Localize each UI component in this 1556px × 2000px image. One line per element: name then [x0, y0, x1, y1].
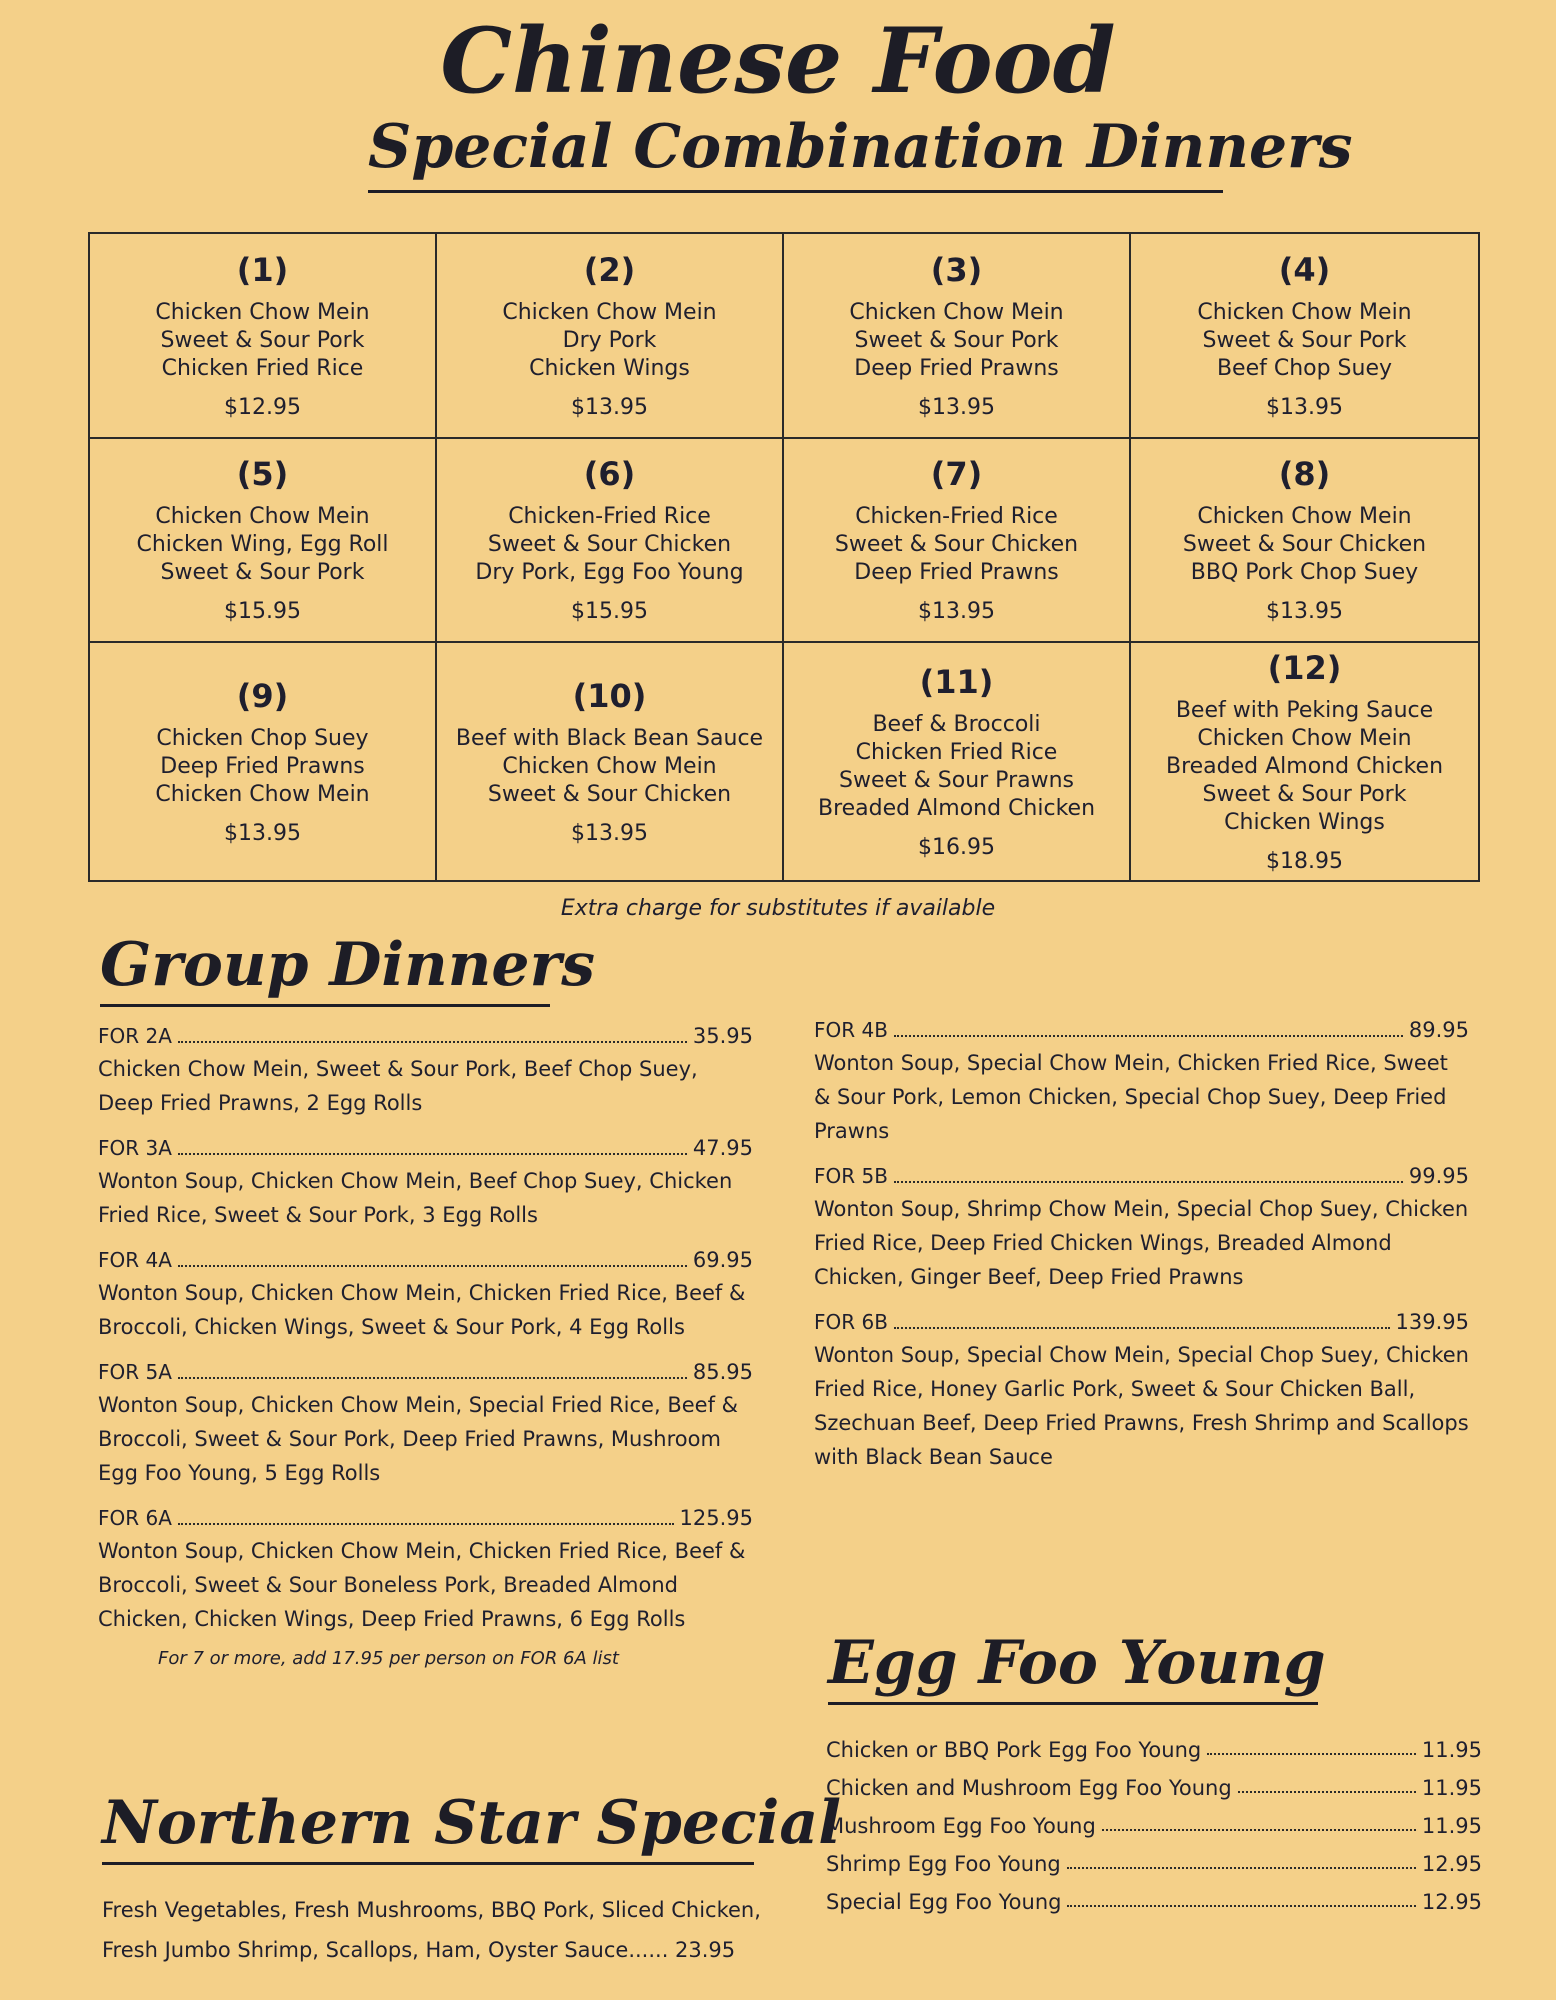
combo-price: $15.95 [571, 599, 648, 625]
group-dinner-label: FOR 4A [98, 1248, 172, 1272]
combo-items [475, 503, 743, 587]
group-dinner-description: Wonton Soup, Chicken Chow Mein, Beef Chop Suey, Chicken Fried Rice, Sweet & Sour Pork, 3 Egg Rolls [98, 1169, 733, 1227]
combo-number: (8) [1278, 455, 1331, 494]
combination-dinners-heading: Special Combination Dinners [368, 112, 1223, 193]
combo-items [456, 725, 763, 809]
combo-item: Chicken-Fried Rice [855, 504, 1058, 530]
egg-foo-young-item [826, 1762, 1482, 1800]
combo-number: (3) [930, 250, 983, 289]
group-dinner-entry [814, 1018, 1469, 1148]
egg-foo-young-item [826, 1838, 1482, 1876]
menu-title: Chinese Food [440, 8, 1116, 114]
combo-price: $13.95 [918, 394, 995, 420]
group-dinner-label: FOR 5A [98, 1360, 172, 1384]
combo-number: (4) [1278, 250, 1331, 289]
combo-item: Sweet & Sour Prawns [838, 768, 1074, 793]
combo-number: (11) [919, 663, 994, 701]
group-dinner-price: 99.95 [1408, 1164, 1469, 1188]
combo-cell [1131, 439, 1478, 644]
combination-dinners-grid [88, 232, 1480, 882]
substitute-note: Extra charge for substitutes if available [560, 896, 996, 921]
group-dinner-label: FOR 6A [98, 1506, 172, 1530]
egg-foo-young-item [826, 1724, 1482, 1762]
dot-leader [894, 1181, 1403, 1183]
egg-foo-young-price: 11.95 [1421, 1776, 1482, 1800]
combo-price: $13.95 [1266, 599, 1343, 625]
group-dinner-entry [98, 1248, 753, 1344]
combo-item: Chicken Fried Rice [855, 740, 1058, 765]
combo-item: Breaded Almond Chicken [817, 796, 1096, 821]
combo-cell [437, 439, 784, 644]
combo-item: Sweet & Sour Pork [1202, 782, 1407, 807]
combo-item: Sweet & Sour Chicken [487, 782, 732, 807]
combo-cell [784, 234, 1131, 439]
combo-number: (2) [583, 250, 636, 289]
dot-leader [178, 1523, 674, 1525]
group-dinner-price: 139.95 [1395, 1310, 1469, 1334]
egg-foo-young-label: Chicken and Mushroom Egg Foo Young [826, 1776, 1232, 1800]
dot-leader [894, 1327, 1390, 1329]
combo-cell [1131, 234, 1478, 439]
group-dinners-left-column [98, 1024, 753, 1669]
combo-item: Chicken Wing, Egg Roll [136, 532, 389, 558]
group-dinner-label: FOR 5B [814, 1164, 888, 1188]
dot-leader [178, 1153, 687, 1155]
group-dinners-heading: Group Dinners [100, 930, 550, 1007]
combo-items [1183, 503, 1426, 587]
combo-cell [90, 439, 437, 644]
group-dinner-entry [814, 1310, 1469, 1474]
group-dinner-entry [98, 1136, 753, 1232]
dot-leader [1102, 1829, 1416, 1831]
combo-number: (5) [236, 455, 289, 494]
group-dinner-description: Wonton Soup, Special Chow Mein, Special Chop Suey, Chicken Fried Rice, Honey Garlic Pork, Sweet & Sour Chicken Ball, Szechuan Beef, Deep Fried Prawns, Fresh Shrimp and Scallops with Black Bean Sauce [814, 1343, 1469, 1469]
combo-item: Chicken Chop Suey [156, 726, 369, 751]
combo-cell [1131, 643, 1478, 880]
group-dinner-line [98, 1360, 753, 1384]
group-dinner-description: Wonton Soup, Chicken Chow Mein, Chicken Fried Rice, Beef & Broccoli, Chicken Wings, Sweet & Sour Pork, 4 Egg Rolls [98, 1281, 746, 1339]
dot-leader [178, 1041, 687, 1043]
combo-price: $13.95 [571, 394, 648, 420]
combo-item: Sweet & Sour Pork [160, 327, 365, 353]
combo-item: Sweet & Sour Pork [854, 327, 1059, 353]
combo-item: Dry Pork, Egg Foo Young [475, 560, 744, 586]
group-dinner-price: 85.95 [692, 1360, 753, 1384]
combo-item: Deep Fried Prawns [854, 560, 1059, 586]
dot-leader [1207, 1753, 1416, 1755]
combo-price: $16.95 [918, 835, 995, 860]
combo-cell [90, 234, 437, 439]
combo-item: Chicken Chow Mein [1197, 504, 1412, 530]
combo-item: Beef & Broccoli [872, 712, 1041, 737]
combo-item: Deep Fried Prawns [160, 754, 365, 779]
group-dinner-price: 35.95 [692, 1024, 753, 1048]
group-dinner-line [814, 1310, 1469, 1334]
group-dinner-entry [98, 1506, 753, 1636]
group-dinner-footnote: For 7 or more, add 17.95 per person on FOR 6A list [158, 1648, 619, 1669]
egg-foo-young-label: Chicken or BBQ Pork Egg Foo Young [826, 1738, 1202, 1762]
combo-item: Deep Fried Prawns [854, 355, 1059, 381]
group-dinner-description: Chicken Chow Mein, Sweet & Sour Pork, Beef Chop Suey, Deep Fried Prawns, 2 Egg Rolls [98, 1057, 698, 1115]
combo-item: BBQ Pork Chop Suey [1190, 560, 1419, 586]
combo-item: Dry Pork [562, 327, 657, 353]
group-dinner-entry [814, 1164, 1469, 1294]
dot-leader [894, 1035, 1403, 1037]
dot-leader [1238, 1791, 1416, 1793]
combo-cell [437, 234, 784, 439]
combo-item: Chicken Wings [529, 355, 690, 381]
group-dinner-line [98, 1024, 753, 1048]
combo-cell [784, 643, 1131, 880]
combo-price: $13.95 [1266, 394, 1343, 420]
group-dinner-line [814, 1164, 1469, 1188]
combo-number: (7) [930, 455, 983, 494]
group-dinner-description: Wonton Soup, Special Chow Mein, Chicken Fried Rice, Sweet & Sour Pork, Lemon Chicken, Special Chop Suey, Deep Fried Prawns [814, 1051, 1448, 1143]
combo-price: $18.95 [1266, 849, 1343, 874]
combo-item: Sweet & Sour Chicken [1182, 532, 1427, 558]
combo-item: Chicken Chow Mein [1197, 299, 1412, 325]
group-dinner-label: FOR 4B [814, 1018, 888, 1042]
combo-item: Chicken Chow Mein [849, 299, 1064, 325]
group-dinner-price: 125.95 [679, 1506, 753, 1530]
combo-item: Chicken-Fried Rice [508, 504, 711, 530]
group-dinner-label: FOR 6B [814, 1310, 888, 1334]
group-dinner-description: Wonton Soup, Chicken Chow Mein, Chicken Fried Rice, Beef & Broccoli, Sweet & Sour Boneless Pork, Breaded Almond Chicken, Chicken Wings, Deep Fried Prawns, 6 Egg Rolls [98, 1539, 746, 1631]
combo-price: $13.95 [918, 599, 995, 625]
combo-items [849, 299, 1063, 383]
combo-items [835, 503, 1078, 587]
egg-foo-young-heading: Egg Foo Young [828, 1628, 1318, 1705]
combo-item: Chicken Fried Rice [161, 355, 364, 381]
egg-foo-young-label: Mushroom Egg Foo Young [826, 1814, 1096, 1838]
combo-item: Beef with Black Bean Sauce [455, 726, 764, 751]
egg-foo-young-label: Special Egg Foo Young [826, 1890, 1062, 1914]
group-dinner-line [98, 1248, 753, 1272]
combo-number: (10) [572, 677, 647, 715]
combo-item: Beef with Peking Sauce [1175, 698, 1434, 723]
dot-leader [1067, 1905, 1415, 1907]
group-dinner-label: FOR 3A [98, 1136, 172, 1160]
combo-item: Chicken Chow Mein [155, 299, 370, 325]
northern-star-special-heading: Northern Star Special [102, 1788, 754, 1865]
group-dinner-label: FOR 2A [98, 1024, 172, 1048]
combo-price: $15.95 [224, 599, 301, 625]
dot-leader [178, 1377, 687, 1379]
egg-foo-young-item [826, 1800, 1482, 1838]
group-dinner-line [814, 1018, 1469, 1042]
combo-item: Sweet & Sour Chicken [834, 532, 1079, 558]
egg-foo-young-price: 11.95 [1421, 1738, 1482, 1762]
combo-number: (9) [236, 677, 289, 715]
egg-foo-young-list [826, 1724, 1482, 1914]
egg-foo-young-price: 11.95 [1421, 1814, 1482, 1838]
combo-item: Chicken Wings [1224, 810, 1385, 835]
dot-leader [1067, 1867, 1416, 1869]
northern-star-special-description: Fresh Vegetables, Fresh Mushrooms, BBQ Pork, Sliced Chicken, Fresh Jumbo Shrimp, Scallops, Ham, Oyster Sauce...... 23.95 [102, 1898, 761, 1962]
group-dinner-entry [98, 1360, 753, 1490]
egg-foo-young-price: 12.95 [1421, 1852, 1482, 1876]
combo-items [1197, 299, 1411, 383]
egg-foo-young-price: 12.95 [1421, 1890, 1482, 1914]
group-dinner-price: 69.95 [692, 1248, 753, 1272]
combo-cell [784, 439, 1131, 644]
combo-price: $13.95 [224, 821, 301, 846]
group-dinner-description: Wonton Soup, Chicken Chow Mein, Special Fried Rice, Beef & Broccoli, Sweet & Sour Pork, Deep Fried Prawns, Mushroom Egg Foo Young, 5 Egg Rolls [98, 1393, 739, 1485]
group-dinner-entry [98, 1024, 753, 1120]
combo-cell [90, 643, 437, 880]
egg-foo-young-label: Shrimp Egg Foo Young [826, 1852, 1061, 1876]
group-dinners-right-column [814, 1018, 1469, 1490]
combo-items [155, 725, 369, 809]
combo-number: (1) [236, 250, 289, 289]
group-dinner-price: 89.95 [1408, 1018, 1469, 1042]
combo-item: Chicken Chow Mein [502, 299, 717, 325]
group-dinner-description: Wonton Soup, Shrimp Chow Mein, Special Chop Suey, Chicken Fried Rice, Deep Fried Chicken Wings, Breaded Almond Chicken, Ginger Beef, Deep Fried Prawns [814, 1197, 1469, 1289]
egg-foo-young-item [826, 1876, 1482, 1914]
combo-items [818, 711, 1095, 823]
combo-number: (6) [583, 455, 636, 494]
dot-leader [178, 1265, 687, 1267]
combo-item: Breaded Almond Chicken [1165, 754, 1444, 779]
combo-number: (12) [1267, 649, 1342, 687]
combo-items [136, 503, 388, 587]
combo-items [155, 299, 369, 383]
combo-item: Sweet & Sour Chicken [487, 532, 732, 558]
combo-price: $12.95 [224, 394, 301, 420]
combo-item: Chicken Chow Mein [502, 754, 717, 779]
group-dinner-line [98, 1506, 753, 1530]
combo-item: Chicken Chow Mein [155, 782, 370, 807]
combo-price: $13.95 [571, 821, 648, 846]
combo-cell [437, 643, 784, 880]
combo-item: Chicken Chow Mein [155, 504, 370, 530]
group-dinner-line [98, 1136, 753, 1160]
combo-items [502, 299, 716, 383]
combo-item: Sweet & Sour Pork [160, 560, 365, 586]
combo-items [1166, 697, 1443, 837]
group-dinner-price: 47.95 [692, 1136, 753, 1160]
combo-item: Beef Chop Suey [1216, 355, 1393, 381]
combo-item: Chicken Chow Mein [1197, 726, 1412, 751]
combo-item: Sweet & Sour Pork [1202, 327, 1407, 353]
